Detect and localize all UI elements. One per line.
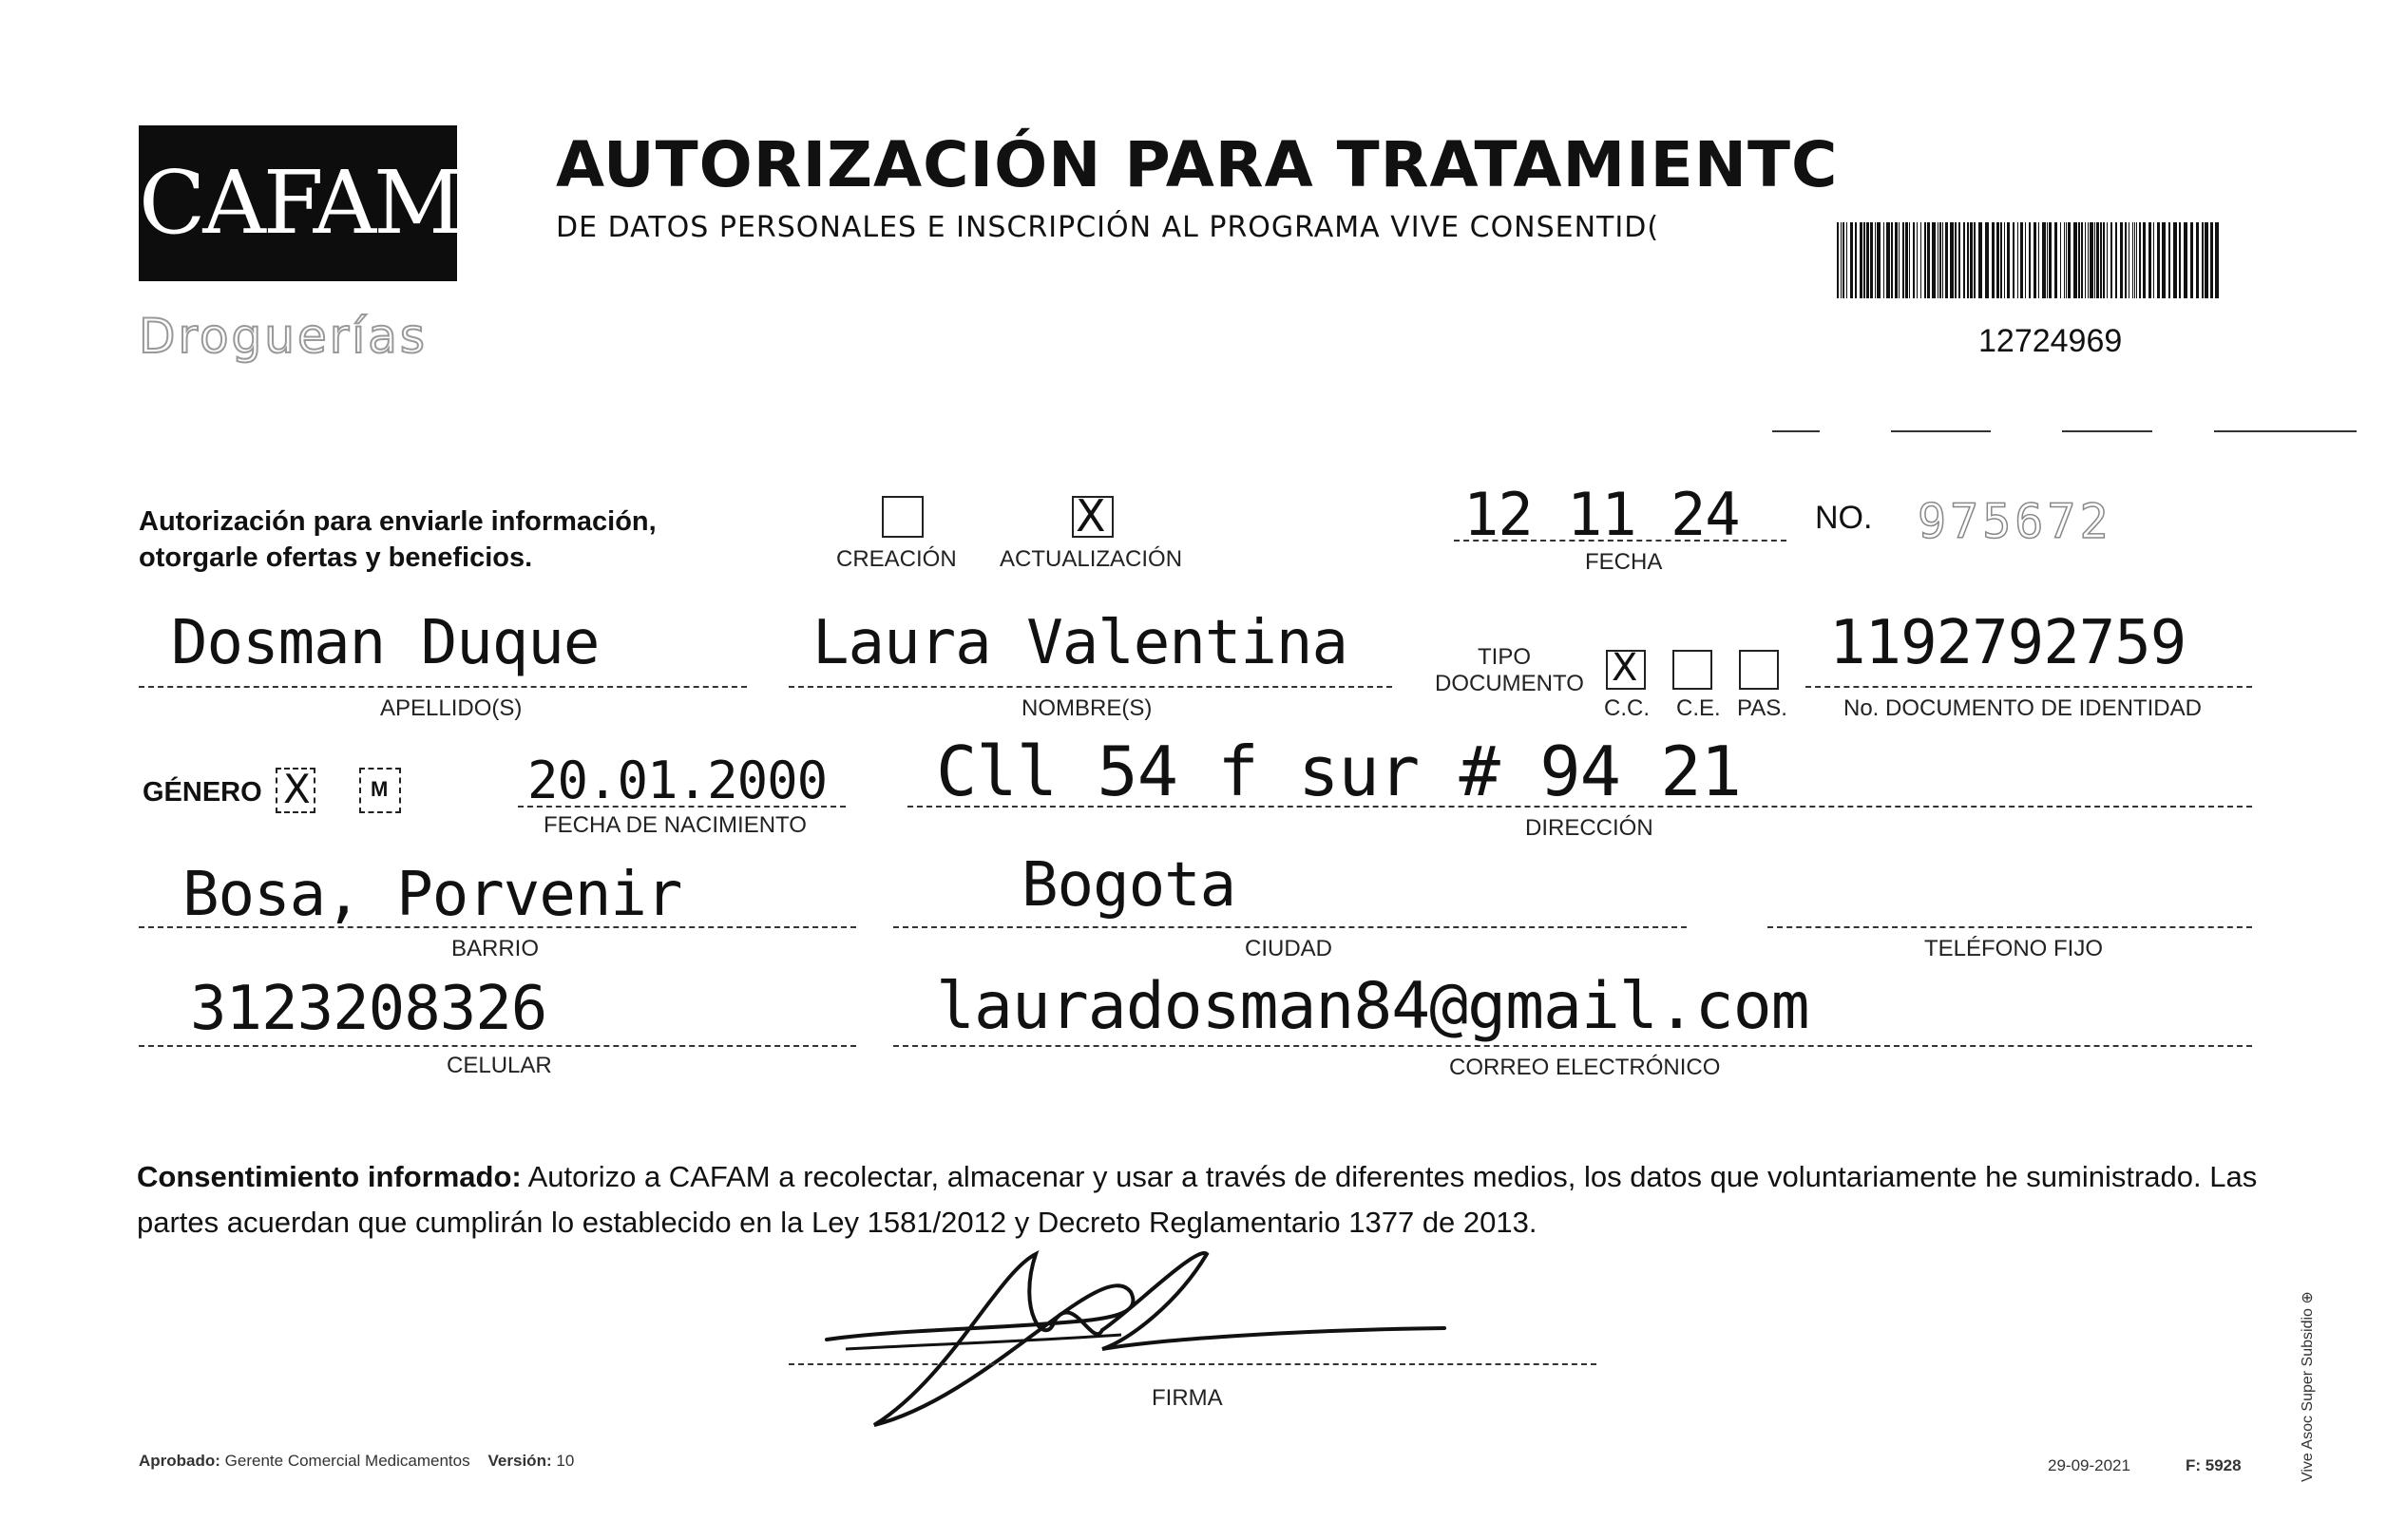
barcode-bar (1958, 222, 1960, 298)
barcode-bar (2034, 222, 2036, 298)
firma-label: FIRMA (1152, 1385, 1223, 1411)
barcode-bar (2025, 222, 2026, 298)
barcode-bar (1841, 222, 1842, 298)
barcode-bar (1963, 222, 1965, 298)
barcode-bar (2179, 222, 2181, 298)
barrio-line (139, 926, 856, 928)
header-rule (1891, 430, 1991, 432)
barcode-bar (1883, 222, 1884, 298)
barcode-bar (2190, 222, 2193, 298)
signature[interactable] (817, 1235, 1463, 1435)
barcode-bar (2013, 222, 2015, 298)
barcode-bar (2153, 222, 2154, 298)
barcode-bar (2115, 222, 2117, 298)
aprobado-label: Aprobado: (139, 1452, 220, 1470)
barcode-bar (2107, 222, 2108, 298)
no-value: 975672 (1918, 494, 2112, 549)
cafam-logo (139, 125, 461, 281)
authorization-text (139, 504, 657, 576)
barcode-bar (2139, 222, 2141, 298)
barcode-bar (1939, 222, 1941, 298)
consent-paragraph (137, 1154, 2265, 1245)
barcode-bar (1974, 222, 1976, 298)
correo-value[interactable]: lauradosman84@gmail.com (936, 969, 1809, 1044)
barcode-bar (1932, 222, 1936, 298)
barcode-bar (1967, 222, 1969, 298)
barcode-bar (1870, 222, 1873, 298)
barcode-bar (1875, 222, 1876, 298)
logo-text: CAFAM (139, 152, 461, 254)
form-title: AUTORIZACIÓN PARA TRATAMIENTC (556, 128, 1839, 201)
barcode-bar (2100, 222, 2102, 298)
version-value: 10 (556, 1452, 575, 1470)
barcode-bar (1992, 222, 1995, 298)
barcode-bar (2134, 222, 2135, 298)
documento-number-label: No. DOCUMENTO DE IDENTIDAD (1843, 695, 2202, 721)
correo-label: CORREO ELECTRÓNICO (1449, 1055, 1721, 1080)
barcode-bar (2090, 222, 2093, 298)
barcode (1837, 222, 2221, 298)
barcode-bar (1985, 222, 1989, 298)
consent-text: Autorizo a CAFAM a recolectar, almacenar y usar a través de diferentes medios, los datos que voluntariamente he suministrado. Las partes acuerdan que cumplirán lo establecido en la Ley 1581/2012 y Decreto Reglamentario 1377 de 2013. (137, 1160, 2258, 1239)
genero-f-checkbox[interactable] (276, 768, 315, 813)
barcode-bar (2202, 222, 2204, 298)
nombres-label: NOMBRE(S) (1022, 695, 1153, 721)
apellidos-value[interactable]: Dosman Duque (171, 608, 600, 678)
barcode-bar (1945, 222, 1948, 298)
actualizacion-label: ACTUALIZACIÓN (1000, 546, 1183, 572)
aprobado-value: Gerente Comercial Medicamentos (224, 1452, 470, 1470)
direccion-value[interactable]: Cll 54 f sur # 94 21 (936, 732, 1741, 811)
barcode-bar (2073, 222, 2077, 298)
barcode-bar (2215, 222, 2219, 298)
barcode-bar (1913, 222, 1915, 298)
nombres-line (789, 686, 1392, 688)
barcode-bar (1855, 222, 1857, 298)
telefono-label: TELÉFONO FIJO (1924, 936, 2104, 961)
cc-checkbox[interactable] (1606, 646, 1646, 690)
barcode-bar (1978, 222, 1982, 298)
nacimiento-label: FECHA DE NACIMIENTO (544, 812, 807, 838)
header-rule (2214, 430, 2357, 432)
barrio-value[interactable]: Bosa, Porvenir (182, 860, 682, 930)
barcode-bar (1905, 222, 1908, 298)
documento-line (1805, 686, 2252, 688)
barcode-bar (2120, 222, 2123, 298)
genero-label: GÉNERO (143, 777, 262, 808)
barcode-bar (2020, 222, 2023, 298)
actualizacion-mark: X (1076, 490, 1106, 542)
barcode-bar (1891, 222, 1893, 298)
barcode-bar (2143, 222, 2146, 298)
barcode-bar (1970, 222, 1973, 298)
cc-label: C.C. (1604, 695, 1650, 721)
barcode-bar (1837, 222, 1839, 298)
nacimiento-value[interactable]: 20.01.2000 (527, 751, 828, 810)
barcode-bar (1877, 222, 1881, 298)
barcode-bar (2196, 222, 2199, 298)
barcode-bar (2094, 222, 2095, 298)
barcode-bar (2168, 222, 2170, 298)
documento-label: DOCUMENTO (1435, 671, 1584, 696)
barcode-bar (1866, 222, 1869, 298)
header-rule (1772, 430, 1820, 432)
barcode-bar (2066, 222, 2067, 298)
barcode-bar (2064, 222, 2065, 298)
genero-m-checkbox[interactable] (359, 768, 401, 813)
correo-line (893, 1045, 2252, 1047)
barcode-bar (1920, 222, 1921, 298)
barcode-bar (2103, 222, 2105, 298)
vertical-note: Vive Asoc Super Subsidio ⊕ (2300, 1291, 2316, 1482)
barcode-bar (2088, 222, 2089, 298)
ciudad-line (893, 926, 1687, 928)
authorization-line-2: otorgarle ofertas y beneficios. (139, 542, 533, 573)
barcode-bar (2004, 222, 2005, 298)
nombres-value[interactable]: Laura Valentina (812, 608, 1347, 678)
ce-checkbox[interactable] (1672, 650, 1712, 690)
barcode-bar (1917, 222, 1918, 298)
barcode-bar (1895, 222, 1898, 298)
genero-m-label: M (371, 777, 389, 801)
barcode-bar (2157, 222, 2160, 298)
barcode-bar (2210, 222, 2213, 298)
barcode-bar (1863, 222, 1865, 298)
barcode-bar (1899, 222, 1900, 298)
barcode-bar (1860, 222, 1862, 298)
barcode-bar (2029, 222, 2031, 298)
barcode-bar (2136, 222, 2137, 298)
barcode-bar (2173, 222, 2177, 298)
barcode-bar (1886, 222, 1890, 298)
fecha-line (1454, 540, 1786, 542)
direccion-line (907, 806, 2252, 808)
barcode-bar (2205, 222, 2208, 298)
barcode-bar (2081, 222, 2083, 298)
version-label: Versión: (487, 1452, 552, 1470)
creacion-checkbox[interactable] (882, 496, 924, 538)
barcode-bar (2085, 222, 2086, 298)
fecha-label: FECHA (1585, 549, 1663, 575)
barcode-bar (2078, 222, 2080, 298)
documento-value[interactable]: 1192792759 (1829, 608, 2186, 678)
tipo-label: TIPO (1478, 644, 1532, 670)
barcode-bar (2110, 222, 2112, 298)
apellidos-label: APELLIDO(S) (380, 695, 523, 721)
barcode-bar (2047, 222, 2048, 298)
barcode-bar (2096, 222, 2099, 298)
barcode-bar (2049, 222, 2052, 298)
barrio-label: BARRIO (451, 936, 540, 961)
telefono-line[interactable] (1767, 926, 2252, 928)
genero-f-mark: X (283, 766, 311, 812)
direccion-label: DIRECCIÓN (1525, 815, 1653, 841)
barcode-bar (2054, 222, 2057, 298)
authorization-line-1: Autorización para enviarle información, (139, 506, 657, 537)
header-rule (2062, 430, 2152, 432)
barcode-bar (2162, 222, 2166, 298)
barcode-bar (2060, 222, 2061, 298)
consent-title: Consentimiento informado: (137, 1160, 522, 1193)
ciudad-value[interactable]: Bogota (1022, 850, 1236, 921)
firma-line (789, 1363, 1596, 1365)
barcode-bar (1927, 222, 1930, 298)
celular-line (139, 1045, 856, 1047)
pas-label: PAS. (1737, 695, 1787, 721)
apellidos-line (139, 686, 747, 688)
barcode-bar (2132, 222, 2133, 298)
barcode-bar (2017, 222, 2018, 298)
barcode-bar (1950, 222, 1954, 298)
creacion-label: CREACIÓN (836, 546, 957, 572)
barcode-bar (2068, 222, 2071, 298)
ciudad-label: CIUDAD (1245, 936, 1333, 961)
actualizacion-checkbox[interactable] (1072, 490, 1114, 542)
form-subtitle: DE DATOS PERSONALES E INSCRIPCIÓN AL PROGRAMA VIVE CONSENTID( (556, 211, 1660, 244)
barcode-bar (1942, 222, 1943, 298)
celular-value[interactable]: 3123208326 (190, 974, 547, 1044)
barcode-bar (2038, 222, 2039, 298)
fecha-value[interactable]: 12 11 24 (1463, 480, 1740, 549)
footer-form-code: F: 5928 (2186, 1456, 2242, 1474)
barcode-bar (1924, 222, 1926, 298)
barcode-bar (1846, 222, 1847, 298)
footer-date: 29-09-2021 (2048, 1456, 2130, 1474)
barcode-bar (1843, 222, 1844, 298)
barcode-bar (1902, 222, 1904, 298)
ce-label: C.E. (1676, 695, 1721, 721)
logo-subtitle: Droguerías (139, 309, 428, 364)
barcode-bar (2042, 222, 2046, 298)
barcode-number: 12724969 (1978, 323, 2123, 359)
footer-approval (139, 1452, 574, 1471)
no-label: NO. (1815, 500, 1873, 536)
barcode-bar (2125, 222, 2127, 298)
barcode-bar (2007, 222, 2010, 298)
cc-mark: X (1612, 646, 1638, 690)
nacimiento-line (518, 806, 846, 808)
barcode-bar (1955, 222, 1957, 298)
celular-label: CELULAR (447, 1053, 552, 1078)
barcode-bar (2184, 222, 2187, 298)
barcode-bar (1850, 222, 1853, 298)
pas-checkbox[interactable] (1739, 650, 1779, 690)
barcode-bar (1996, 222, 1999, 298)
barcode-bar (2000, 222, 2002, 298)
barcode-bar (1909, 222, 1910, 298)
barcode-bar (2148, 222, 2151, 298)
